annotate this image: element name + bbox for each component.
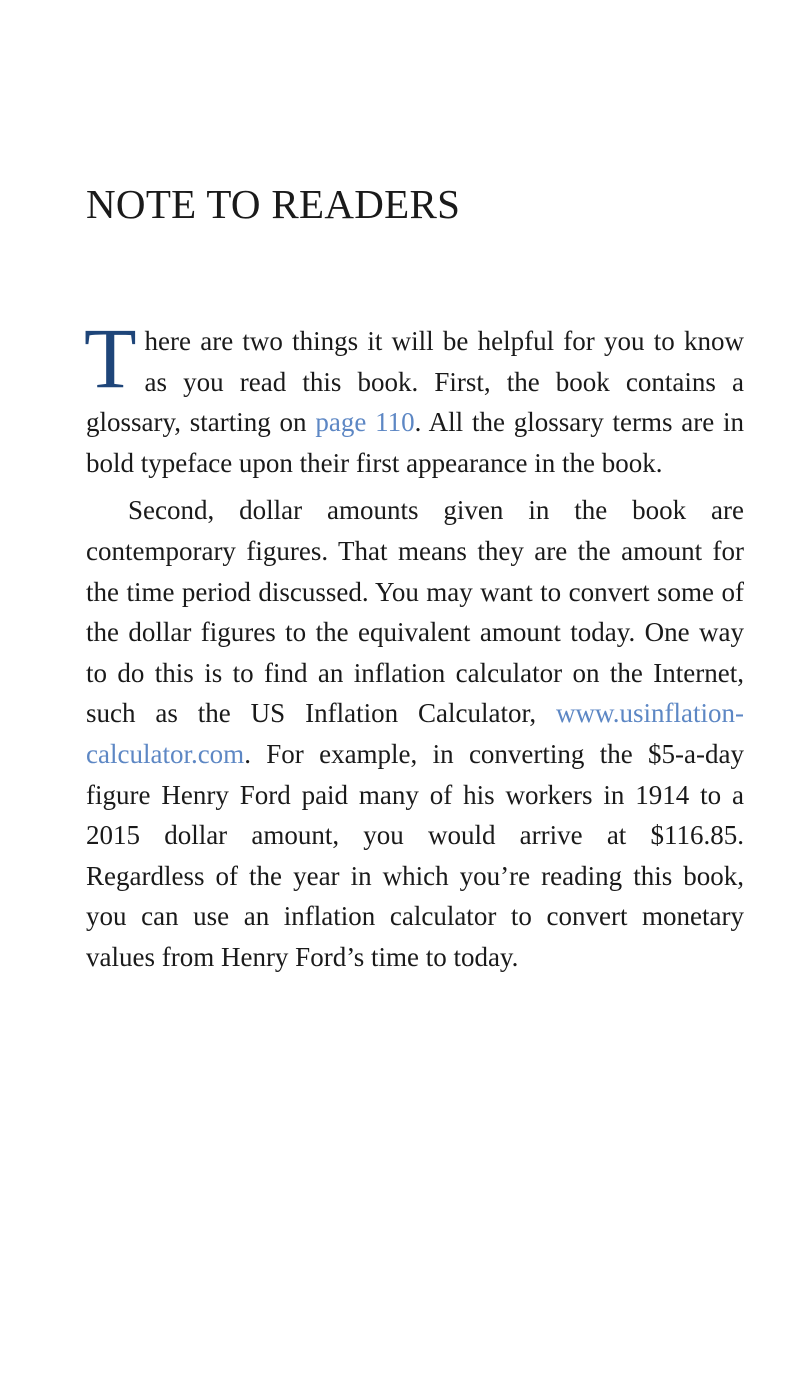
- paragraph-2-text-end: . For example, in converting the $5-a-day figure Henry Ford paid many of his workers in 1914 to a 2015 dollar amount, you would arrive at $116.85. Regardless of the year in which you’re reading this book, you can use an inflation calculator to convert monetary values from Henry Ford’s time to today.: [86, 738, 744, 972]
- paragraph-2: [86, 490, 744, 977]
- page: [86, 0, 744, 1390]
- paragraph-1-text-start: here are two things it will be helpful for you to know as you read this book. First, the book contains a glossary, starting on: [86, 326, 744, 438]
- paragraph-1-text-end: . All the glossary terms are in bold typeface upon their first appearance in the book.: [86, 407, 745, 478]
- inflation-calculator-link[interactable]: www.usinflation-calculator.com: [86, 698, 744, 769]
- drop-cap: T: [84, 310, 137, 406]
- body-text: [84, 310, 745, 978]
- page-title: NOTE TO READERS: [86, 181, 461, 227]
- paragraph-2-text-start: Second, dollar amounts given in the book are contemporary figures. That means they are the amount for the time period discussed. You may want to convert some of the dollar figures to the equivalent amount today. One way to do this is to find an inflation calculator on the Internet, such as the US Inflation Calculator,: [86, 495, 744, 729]
- glossary-page-link[interactable]: page 110: [315, 407, 415, 438]
- paragraph-1: [84, 310, 745, 483]
